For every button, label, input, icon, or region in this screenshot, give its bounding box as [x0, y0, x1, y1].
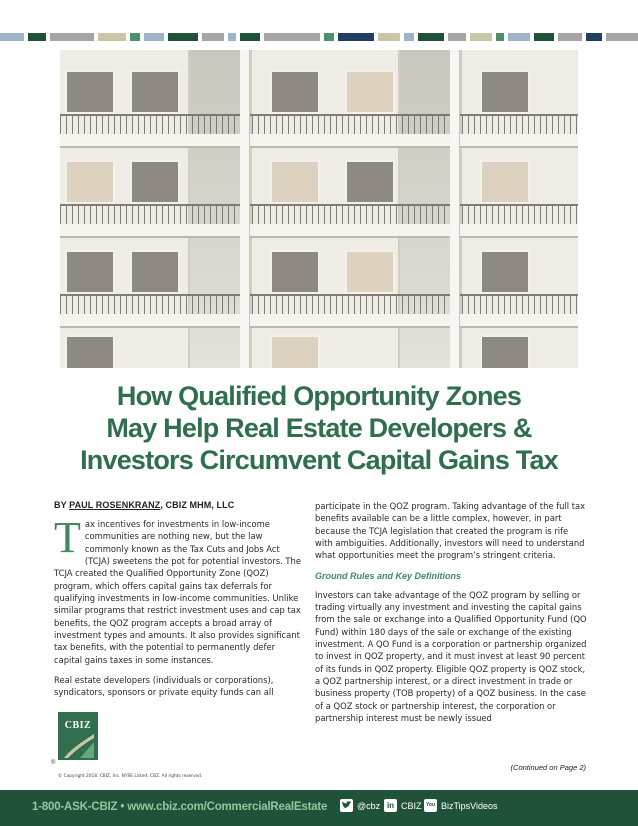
- top-color-stripe: [0, 33, 638, 41]
- twitter-handle-link[interactable]: @cbz: [357, 801, 381, 811]
- byline-suffix: , CBIZ MHM, LLC: [160, 500, 235, 510]
- twitter-icon[interactable]: [340, 799, 353, 812]
- byline-prefix: BY: [54, 500, 70, 510]
- byline-author-link[interactable]: PAUL ROSENKRANZ: [69, 500, 161, 510]
- right-paragraph-1: participate in the QOZ program. Taking advantage of the full tax benefits available can be a little complex, however, in part because the TCJA legislation that created the program is rife with ambiguities. Additionally, investors will need to understand what opportunities meet the program’s stringent criteria.: [315, 501, 586, 561]
- linkedin-link[interactable]: CBIZ: [401, 801, 422, 811]
- section-subhead: Ground Rules and Key Definitions: [315, 570, 462, 581]
- right-paragraph-2: Investors can take advantage of the QOZ program by selling or trading virtually any investment and investing the capital gains from the sale or exchange into a Qualified Opportunity Fund (QO Fund) within 180 days of the sale or exchange of the existing investment. A QO Fund is a corporation or partnership organized to invest in QOZ property, and it must invest at least 90 percent of its funds in QOZ property. Eligible QOZ property is QOZ stock, a QOZ partnership interest, or a direct investment in trade or business property (TOB property) of a QOZ business. In the case of a QOZ stock or partnership interest, the corporation or partnership interest must be newly issued: [315, 589, 587, 724]
- left-paragraph-2: Real estate developers (individuals or corporations), syndicators, sponsors or private equity funds can all: [54, 675, 274, 698]
- footer-phone-website-link[interactable]: 1-800-ASK-CBIZ • www.cbiz.com/CommercialRealEstate: [32, 801, 328, 813]
- intro-text: ax incentives for investments in low-income communities are nothing new, but the law commonly known as the Tax Cuts and Jobs Act (TCJA) sweetens the pot for potential investors. The TCJA created the Qualified Opportunity Zone (QOZ) program, which offers capital gains tax deferrals for qualifying investments in low-income communities. Unlike similar programs that restrict investment uses and cap tax benefits, the QOZ program accepts a broad array of investment types and amounts. It also provides significant tax benefits, with the potential to permanently defer capital gains taxes in some instances.: [54, 519, 302, 665]
- left-column: [54, 500, 304, 699]
- byline: [54, 500, 304, 510]
- article-title: [40, 380, 598, 476]
- drop-cap: T: [54, 513, 81, 562]
- registered-mark: ®: [51, 760, 56, 766]
- title-line-2: May Help Real Estate Developers &: [106, 413, 532, 443]
- logo-text: CBIZ: [64, 720, 92, 731]
- logo-swoosh-icon: [58, 712, 98, 760]
- linkedin-icon[interactable]: in: [384, 799, 397, 812]
- youtube-channel-link[interactable]: BizTipsVideos: [441, 801, 498, 811]
- intro-paragraph: [54, 513, 304, 666]
- right-column: [315, 500, 587, 725]
- youtube-icon[interactable]: You: [424, 799, 437, 812]
- title-line-3: Investors Circumvent Capital Gains Tax: [80, 445, 558, 475]
- hero-building-photo: [60, 50, 578, 368]
- title-line-1: How Qualified Opportunity Zones: [116, 381, 522, 411]
- copyright-notice: © Copyright 2018. CBIZ, Inc. NYSE Listed: CBZ. All rights reserved.: [58, 774, 203, 779]
- continued-note: (Continued on Page 2): [510, 763, 586, 772]
- footer-bar: [0, 790, 638, 826]
- cbiz-logo: [58, 712, 98, 760]
